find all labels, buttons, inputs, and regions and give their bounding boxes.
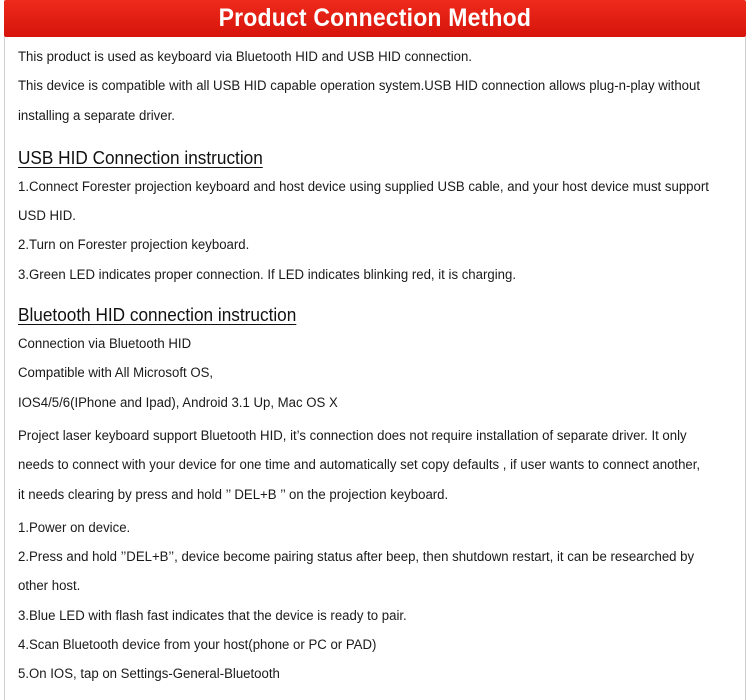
title-banner: [4, 0, 746, 37]
bluetooth-description-line: it needs clearing by press and hold ’’ DEL+B ’’ on the projection keyboard.: [18, 486, 449, 503]
bluetooth-step: 4.Scan Bluetooth device from your host(phone or PC or PAD): [18, 637, 377, 654]
usb-section: [18, 143, 746, 290]
bluetooth-step: other host.: [18, 578, 81, 595]
bluetooth-step: 3.Blue LED with flash fast indicates that the device is ready to pair.: [18, 607, 407, 624]
document-body: [18, 43, 746, 690]
bluetooth-section: [18, 300, 746, 690]
page-title: Product Connection Method: [218, 4, 532, 32]
bluetooth-compat-line: Connection via Bluetooth HID: [18, 336, 192, 353]
bluetooth-heading: Bluetooth HID connection instruction: [18, 304, 297, 326]
usb-line: 1.Connect Forester projection keyboard and host device using supplied USB cable, and your host device must support: [18, 178, 709, 195]
bluetooth-step: 2.Press and hold ’’DEL+B’’, device become pairing status after beep, then shutdown restart, it can be researched by: [18, 549, 695, 566]
bluetooth-step: 5.On IOS, tap on Settings-General-Bluetooth: [18, 666, 280, 683]
usb-line: 3.Green LED indicates proper connection. If LED indicates blinking red, it is charging.: [18, 266, 517, 283]
bluetooth-compat-line: IOS4/5/6(IPhone and Ipad), Android 3.1 Up, Mac OS X: [18, 394, 338, 411]
bluetooth-description-line: needs to connect with your device for one time and automatically set copy defaults , if user wants to connect another,: [18, 457, 701, 474]
usb-line: USD HID.: [18, 208, 76, 225]
usb-line: 2.Turn on Forester projection keyboard.: [18, 237, 250, 254]
intro-line: This product is used as keyboard via Bluetooth HID and USB HID connection.: [18, 49, 472, 65]
bluetooth-step: 1.Power on device.: [18, 519, 131, 536]
intro-section: [18, 43, 746, 131]
intro-line: installing a separate driver.: [18, 107, 175, 124]
intro-line: This device is compatible with all USB HID capable operation system.USB HID connection allows plug-n-play without: [18, 78, 701, 95]
usb-heading: USB HID Connection instruction: [18, 146, 263, 168]
bluetooth-compat-line: Compatible with All Microsoft OS,: [18, 365, 214, 382]
bluetooth-description-line: Project laser keyboard support Bluetooth HID, it’s connection does not require installation of separate driver. It only: [18, 427, 687, 444]
